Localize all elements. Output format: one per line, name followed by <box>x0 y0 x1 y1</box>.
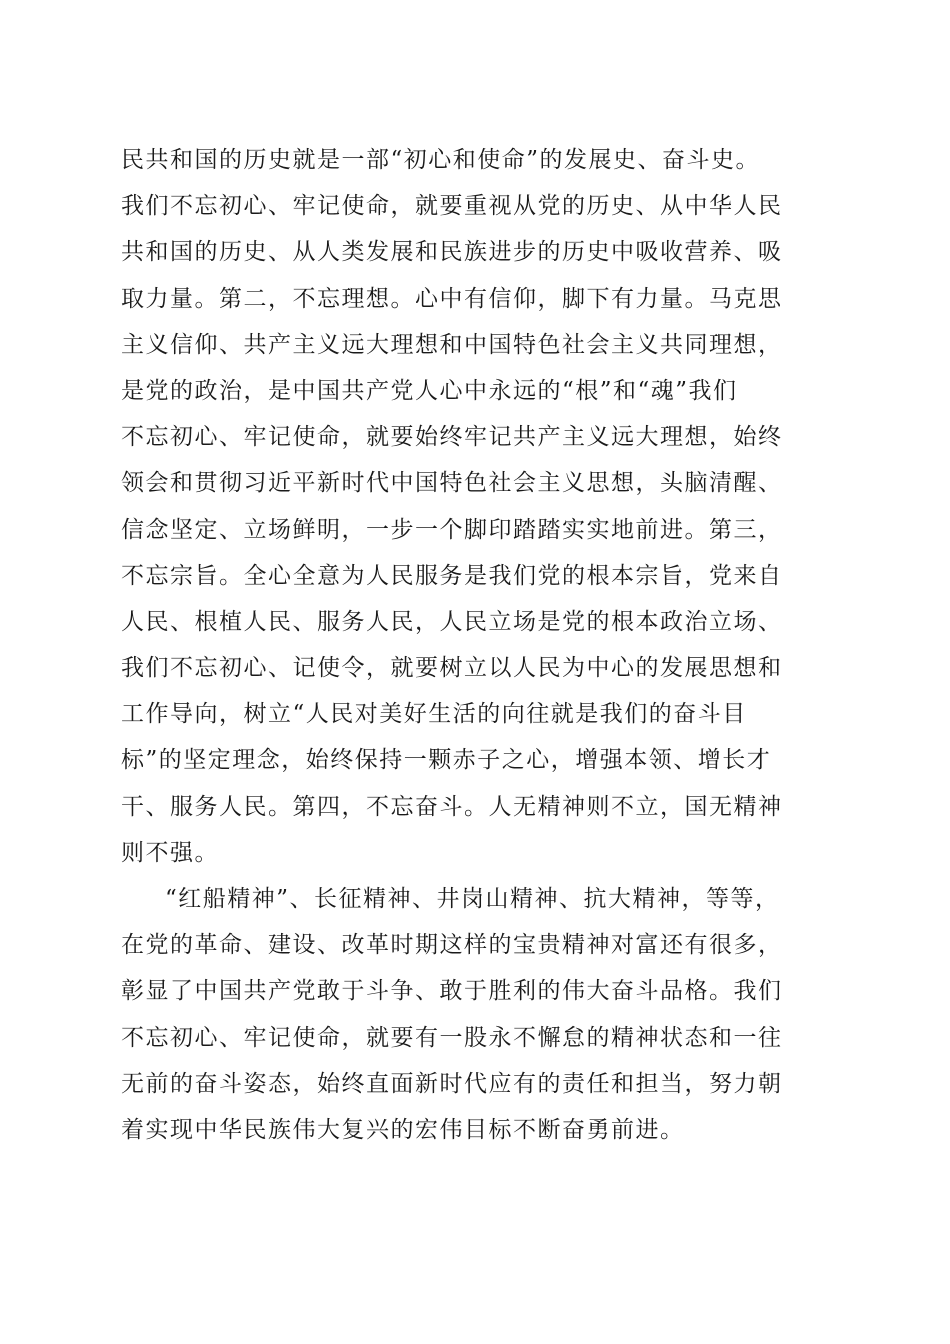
text-line: 是党的政治，是中国共产党人心中永远的“根”和“魂”我们 <box>121 377 738 404</box>
paragraph-1 <box>121 137 827 876</box>
text-line: 主义信仰、共产主义远大理想和中国特色社会主义共同理想， <box>121 331 783 358</box>
text-line: 不忘初心、牢记使命，就要始终牢记共产主义远大理想，始终 <box>121 424 783 451</box>
text-line: 则不强。 <box>121 839 219 866</box>
text-line: 领会和贯彻习近平新时代中国特色社会主义思想，头脑清醒、 <box>121 470 783 497</box>
text-line: 我们不忘初心、记使令，就要树立以人民为中心的发展思想和 <box>121 655 783 682</box>
document-body <box>121 137 827 1153</box>
text-line: 彰显了中国共产党敢于斗争、敢于胜利的伟大奋斗品格。我们 <box>121 978 783 1005</box>
text-line: “红船精神”、长征精神、井岗山精神、抗大精神，等等， <box>165 886 780 912</box>
text-line: 人民、根植人民、服务人民，人民立场是党的根本政治立场、 <box>121 608 783 635</box>
text-line: 我们不忘初心、牢记使命，就要重视从党的历史、从中华人民 <box>121 193 783 220</box>
paragraph-2 <box>121 876 827 1153</box>
text-line: 民共和国的历史就是一部“初心和使命”的发展史、奋斗史。 <box>121 147 761 173</box>
text-line: 信念坚定、立场鲜明，一步一个脚印踏踏实实地前进。第三， <box>121 516 783 543</box>
text-line: 干、服务人民。第四，不忘奋斗。人无精神则不立，国无精神 <box>121 793 783 820</box>
text-line: 共和国的历史、从人类发展和民族进步的历史中吸收营养、吸 <box>121 239 783 266</box>
text-line: 工作导向，树立“人民对美好生活的向往就是我们的奋斗目 <box>121 701 747 728</box>
text-line: 在党的革命、建设、改革时期这样的宝贵精神对富还有很多， <box>121 932 783 959</box>
text-line: 无前的奋斗姿态，始终直面新时代应有的责任和担当，努力朝 <box>121 1070 783 1097</box>
text-line: 不忘宗旨。全心全意为人民服务是我们党的根本宗旨，党来自 <box>121 562 783 589</box>
text-line: 取力量。第二，不忘理想。心中有信仰，脚下有力量。马克思 <box>121 285 783 312</box>
text-line: 着实现中华民族伟大复兴的宏伟目标不断奋勇前进。 <box>121 1116 685 1143</box>
text-line: 标”的坚定理念，始终保持一颗赤子之心，增强本领、增长才 <box>121 747 772 774</box>
text-line: 不忘初心、牢记使命，就要有一股永不懈怠的精神状态和一往 <box>121 1024 783 1051</box>
